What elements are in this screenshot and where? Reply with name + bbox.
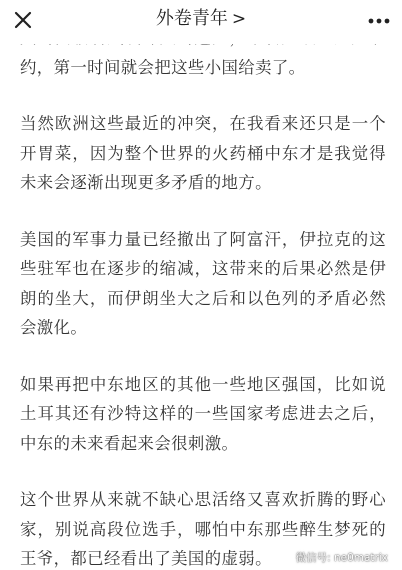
chevron-right-icon: > (231, 9, 247, 29)
paragraph: 美国的军事力量已经撤出了阿富汗，伊拉克的这些驻军也在逐步的缩减，这带来的后果必然是伊朗的坐大，而伊朗坐大之后和以色列的矛盾必然会激化。 (20, 229, 386, 337)
account-name: 外卷青年 (155, 8, 228, 29)
wechat-icon (274, 551, 292, 565)
account-title-link[interactable] (0, 0, 402, 40)
paragraph: 这个世界从来就不缺心思活络又喜欢折腾的野心家，别说高段位选手，哪怕中东那些醉生梦死的王爷，都已经看出了美国的虚弱。 (20, 490, 386, 568)
paragraph: 约，第一时间就会把这些小国给卖了。 (20, 57, 306, 77)
paragraph: 当然欧洲这些最近的冲突，在我看来还只是一个开胃菜，因为整个世界的火药桶中东才是我觉得未来会逐渐出现更多矛盾的地方。 (20, 114, 386, 192)
watermark-text: 微信号: ne0matrix (295, 552, 388, 564)
paragraph: 如果再把中东地区的其他一些地区强国，比如说土耳其还有沙特这样的一些国家考虑进去之后，中东的未来看起来会很刺激。 (20, 374, 386, 453)
top-navigation-bar (0, 0, 402, 44)
more-dots-icon[interactable] (364, 6, 394, 36)
wechat-watermark (274, 550, 388, 565)
article-paragraphs (20, 23, 386, 570)
